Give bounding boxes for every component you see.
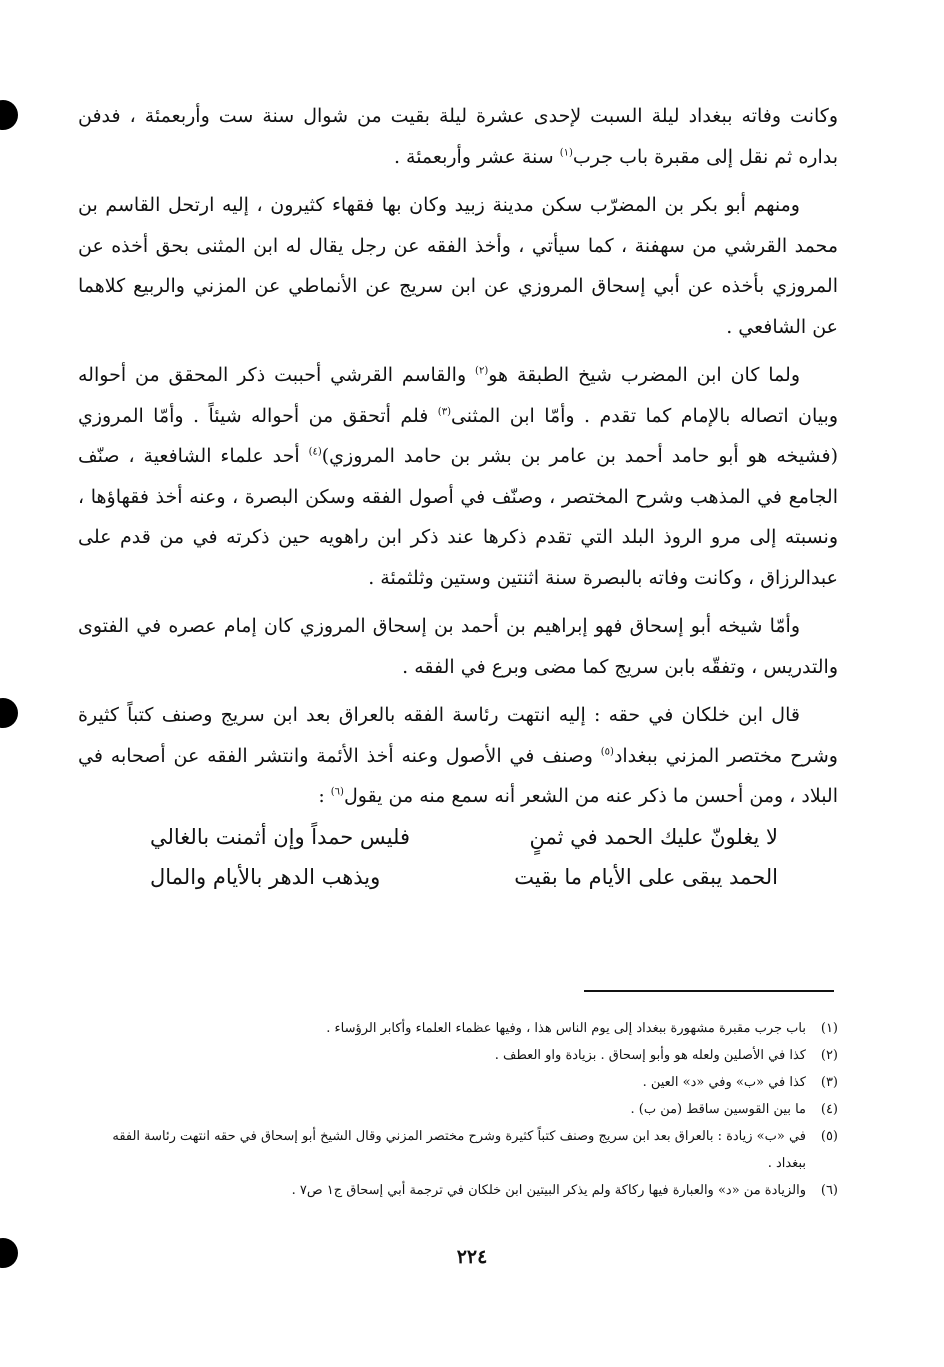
paragraph-text: سنة عشر وأربعمئة .: [393, 145, 560, 168]
footnote-number: (٤): [820, 1102, 838, 1117]
footnote-number: (٥): [820, 1129, 838, 1144]
paragraph-text: وكانت وفاته ببغداد ليلة السبت لإحدى عشرة ليلة بقيت من شوال سنة ست وأربعمئة ، فدفن بداره ثم نقل إلى مقبرة باب جرب: [78, 105, 838, 168]
paragraph-text: فلم أتحقق من أحواله شيئاً . وأمّا المروزي (فشيخه هو أبو حامد أحمد بن عامر بن بشر بن حامد المروزي): [78, 404, 838, 467]
poem: [78, 825, 838, 915]
footnote: [90, 1123, 838, 1177]
footnote-ref: (٤): [308, 446, 322, 458]
paragraph-text: وأمّا شيخه أبو إسحاق فهو إبراهيم بن أحمد بن إسحاق المروزي كان إمام عصره في الفتوى والتدريس ، وتفقّه بابن سريج كما مضى وبرع في الفقه .: [78, 615, 838, 678]
verse-line: [78, 865, 838, 907]
paragraph-text: ومنهم أبو بكر بن المضرّب سكن مدينة زبيد وكان بها فقهاء كثيرون ، إليه ارتحل القاسم بن محمد القرشي من سهفنة ، كما سيأتي ، وأخذ الفقه عن رجل يقال له ابن المثنى بحق أخذه عن المروزي بأخذه عن أبي إسحاق المروزي عن ابن سريج عن الأنماطي عن المزني والربيع كلاهما عن الشافعي .: [78, 194, 838, 338]
paragraph-text: وصنف في الأصول وعنه أخذ الأئمة وانتشر الفقه عن أصحابه في البلاد ، ومن أحسن ما ذكر عنه من الشعر أنه سمع منه من يقول: [78, 744, 838, 807]
footnote-separator: [584, 990, 834, 992]
paragraph: [78, 695, 838, 817]
footnote-ref: (٥): [600, 746, 614, 758]
paragraph: [78, 355, 838, 598]
paragraph-text: قال ابن خلكان في حقه : إليه انتهت رئاسة الفقه بالعراق بعد ابن سريج وصنف كتباً كثيرة وشرح مختصر المزني ببغداد: [78, 704, 838, 767]
verse-second-hemistich: ويذهب الدهر بالأيام والمال: [150, 864, 381, 889]
binder-hole: [0, 100, 18, 130]
footnotes: [90, 1015, 838, 1204]
page-number: ٢٢٤: [456, 1246, 488, 1268]
footnote-number: (١): [820, 1021, 838, 1036]
footnote-text: باب جرب مقبرة مشهورة ببغداد إلى يوم الناس هذا ، وفيها عظماء العلماء وأكابر الرؤساء .: [326, 1021, 806, 1036]
footnote: [90, 1015, 838, 1042]
paragraph: [78, 606, 838, 687]
footnote-ref: (١): [559, 147, 573, 159]
footnote-text: والزيادة من «د» والعبارة فيها ركاكة ولم يذكر البيتين ابن خلكان في ترجمة أبي إسحاق ج١ ص٧ .: [291, 1183, 806, 1198]
footnote: [90, 1069, 838, 1096]
paragraph: [78, 96, 838, 177]
verse-second-hemistich: فليس حمداً وإن أثمنت بالغالي: [150, 824, 411, 849]
footnote: [90, 1042, 838, 1069]
footnote-number: (٣): [820, 1075, 838, 1090]
paragraph-text: :: [318, 785, 331, 807]
verse-first-hemistich: لا يغلونّ عليك الحمد في ثمنٍ: [529, 824, 778, 849]
footnote-ref: (٣): [437, 406, 451, 418]
verse-line: [78, 825, 838, 867]
paragraph-text: والقاسم القرشي أحببت ذكر المحقق من أحواله وبيان اتصاله بالإمام كما تقدم . وأمّا ابن المثنى: [78, 364, 838, 427]
footnote-text: في «ب» زيادة : بالعراق بعد ابن سريج وصنف كتباً كثيرة وشرح مختصر المزني وقال الشيخ أبو إسحاق في حقه انتهت رئاسة الفقه ببغداد .: [112, 1129, 806, 1171]
paragraph-text: ولما كان ابن المضرب شيخ الطبقة هو: [488, 364, 800, 386]
binder-hole: [0, 698, 18, 728]
footnote-ref: (٢): [475, 365, 489, 377]
footnote: [90, 1177, 838, 1204]
paragraph: [78, 185, 838, 347]
footnote-number: (٢): [820, 1048, 838, 1063]
footnote-text: ما بين القوسين ساقط (من ب) .: [630, 1102, 806, 1117]
paragraph-text: أحد علماء الشافعية ، صنّف الجامع في المذهب وشرح المختصر ، وصنّف في أصول الفقه وسكن البصرة ، وعنه أخذ فقهاؤها ، ونسبته إلى مرو الروذ البلد التي تقدم ذكرها عند ذكر ابن راهويه حين ذكرته في من قدم على عبدالرزاق ، وكانت وفاته بالبصرة سنة اثنتين وستين وثلثمئة .: [78, 445, 838, 589]
footnote-number: (٦): [820, 1183, 838, 1198]
footnote-text: كذا في الأصلين ولعله هو وأبو إسحاق . بزيادة واو العطف .: [494, 1048, 806, 1063]
footnote-ref: (٦): [330, 786, 344, 798]
footnote-text: كذا في «ب» وفي «د» العين .: [642, 1075, 806, 1090]
verse-first-hemistich: الحمد يبقى على الأيام ما بقيت: [514, 864, 778, 889]
main-text: [78, 96, 838, 915]
footnote: [90, 1096, 838, 1123]
